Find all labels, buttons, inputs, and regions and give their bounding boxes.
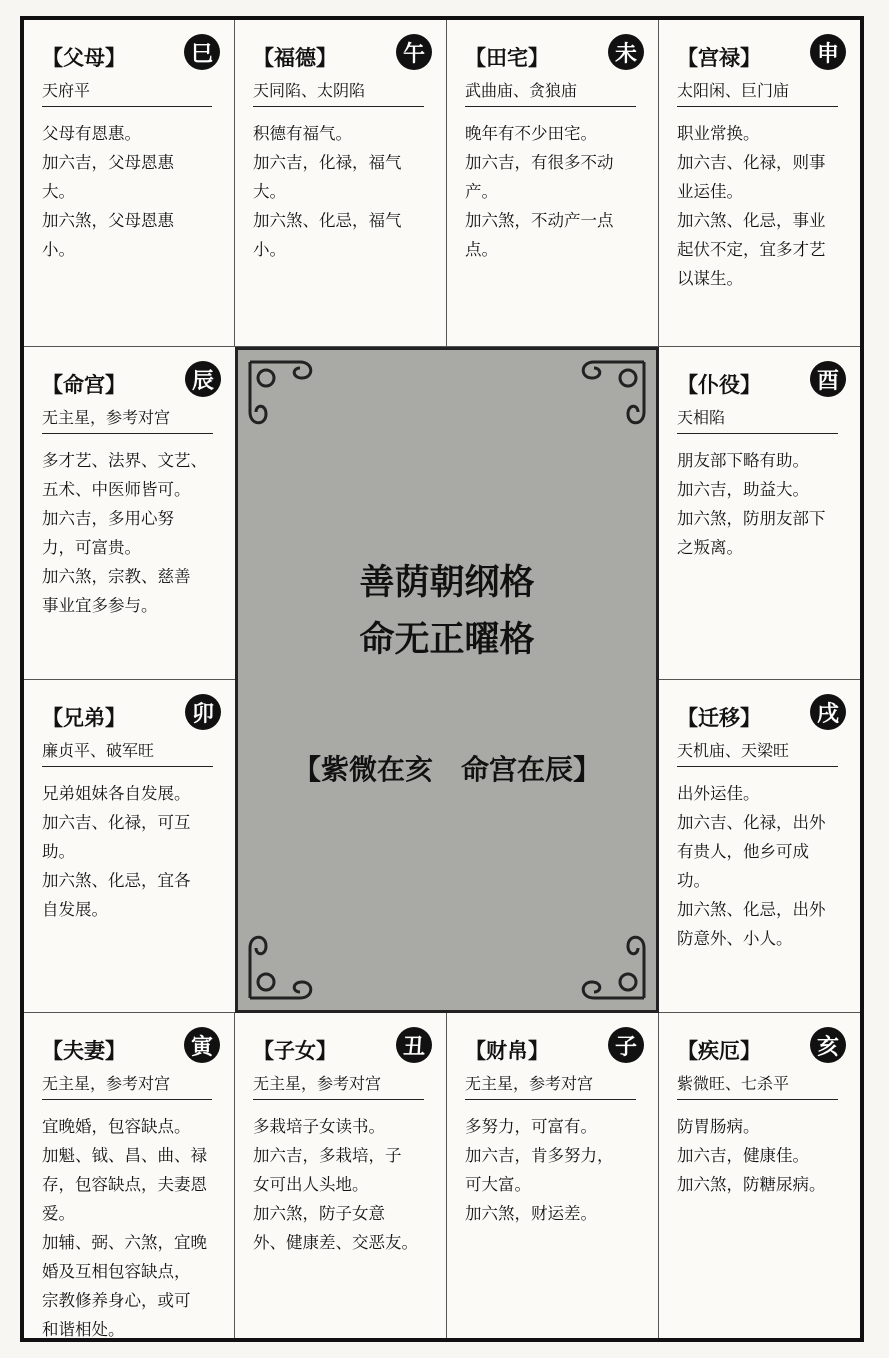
- palace-stars: 无主星，参考对宫: [42, 405, 213, 434]
- palace-description: [677, 119, 842, 293]
- pattern-title-2: 命无正曜格: [359, 619, 535, 660]
- palace-description: [42, 446, 217, 620]
- chart-subtitle: 【紫微在亥 命宫在辰】: [292, 753, 601, 786]
- desc-line: 五术、中医师皆可。: [42, 480, 191, 499]
- desc-line: 小。: [253, 240, 286, 259]
- palace-name: 【福德】: [253, 46, 337, 70]
- branch-badge: 戌: [810, 694, 846, 730]
- branch-badge: 申: [810, 34, 846, 70]
- branch-badge: 卯: [185, 694, 221, 730]
- desc-line: 加六吉、化禄，则事: [677, 153, 826, 172]
- desc-line: 自发展。: [42, 900, 108, 919]
- palace-caibo: [447, 1013, 659, 1338]
- desc-line: 加魁、钺、昌、曲、禄: [42, 1146, 207, 1165]
- palace-stars: 天同陷、太阴陷: [253, 78, 424, 107]
- palace-puyi: [659, 347, 860, 680]
- palace-stars: 无主星，参考对宫: [42, 1071, 212, 1100]
- palace-description: [677, 1112, 842, 1199]
- desc-line: 存，包容缺点，夫妻恩: [42, 1175, 207, 1194]
- palace-description: [465, 119, 640, 264]
- palace-zinv: [235, 1013, 447, 1338]
- desc-line: 加六吉，健康佳。: [677, 1146, 809, 1165]
- palace-name: 【命宫】: [42, 373, 126, 397]
- palace-name: 【宫禄】: [677, 46, 761, 70]
- desc-line: 加六煞，不动产一点: [465, 211, 614, 230]
- desc-line: 加六煞，防朋友部下: [677, 509, 826, 528]
- desc-line: 加六煞，父母恩惠: [42, 211, 174, 230]
- desc-line: 朋友部下略有助。: [677, 451, 809, 470]
- desc-line: 点。: [465, 240, 498, 259]
- chart-board: [20, 16, 864, 1342]
- desc-line: 助。: [42, 842, 75, 861]
- desc-line: 事业宜多参与。: [42, 596, 158, 615]
- branch-badge: 酉: [810, 361, 846, 397]
- desc-line: 和谐相处。: [42, 1320, 125, 1338]
- desc-line: 业运佳。: [677, 182, 743, 201]
- desc-line: 女可出人头地。: [253, 1175, 369, 1194]
- center-panel: [235, 347, 659, 1013]
- palace-name: 【财帛】: [465, 1039, 549, 1063]
- desc-line: 防胃肠病。: [677, 1117, 760, 1136]
- desc-line: 加六煞，财运差。: [465, 1204, 597, 1223]
- palace-stars: 天府平: [42, 78, 212, 107]
- desc-line: 积德有福气。: [253, 124, 352, 143]
- pattern-title-1: 善荫朝纲格: [359, 562, 535, 603]
- branch-badge: 未: [608, 34, 644, 70]
- palace-stars: 廉贞平、破军旺: [42, 738, 213, 767]
- desc-line: 大。: [253, 182, 286, 201]
- desc-line: 可大富。: [465, 1175, 531, 1194]
- palace-xiongdi: [24, 680, 235, 1013]
- desc-line: 起伏不定，宜多才艺: [677, 240, 826, 259]
- branch-badge: 子: [608, 1027, 644, 1063]
- desc-line: 加六吉，化禄，福气: [253, 153, 402, 172]
- desc-line: 父母有恩惠。: [42, 124, 141, 143]
- branch-badge: 寅: [184, 1027, 220, 1063]
- palace-description: [677, 779, 842, 953]
- palace-description: [42, 119, 216, 264]
- branch-badge: 巳: [184, 34, 220, 70]
- palace-name: 【疾厄】: [677, 1039, 761, 1063]
- branch-badge: 辰: [185, 361, 221, 397]
- desc-line: 防意外、小人。: [677, 929, 793, 948]
- palace-name: 【夫妻】: [42, 1039, 126, 1063]
- desc-line: 加六吉，父母恩惠: [42, 153, 174, 172]
- desc-line: 多努力，可富有。: [465, 1117, 597, 1136]
- desc-line: 加六吉，多栽培，子: [253, 1146, 402, 1165]
- palace-fude: [235, 20, 447, 347]
- desc-line: 加六煞、化忌，宜各: [42, 871, 191, 890]
- palace-stars: 武曲庙、贪狼庙: [465, 78, 636, 107]
- palace-description: [677, 446, 842, 562]
- desc-line: 晚年有不少田宅。: [465, 124, 597, 143]
- desc-line: 兄弟姐妹各自发展。: [42, 784, 191, 803]
- desc-line: 婚及互相包容缺点，: [42, 1262, 191, 1281]
- desc-line: 宗教修养身心，或可: [42, 1291, 191, 1310]
- palace-name: 【仆役】: [677, 373, 761, 397]
- desc-line: 加辅、弼、六煞，宜晚: [42, 1233, 207, 1252]
- palace-description: [253, 119, 428, 264]
- palace-qianyi: [659, 680, 860, 1013]
- palace-name: 【兄弟】: [42, 706, 126, 730]
- corner-ornament-icon: [244, 356, 324, 436]
- desc-line: 力，可富贵。: [42, 538, 141, 557]
- palace-description: [42, 779, 217, 924]
- desc-line: 加六煞、化忌，事业: [677, 211, 826, 230]
- desc-line: 宜晚婚，包容缺点。: [42, 1117, 191, 1136]
- desc-line: 多才艺、法界、文艺、: [42, 451, 207, 470]
- desc-line: 有贵人，他乡可成: [677, 842, 809, 861]
- palace-tianzhai: [447, 20, 659, 347]
- palace-stars: 太阳闲、巨门庙: [677, 78, 838, 107]
- desc-line: 功。: [677, 871, 710, 890]
- palace-name: 【子女】: [253, 1039, 337, 1063]
- desc-line: 爱。: [42, 1204, 75, 1223]
- palace-stars: 无主星，参考对宫: [253, 1071, 424, 1100]
- desc-line: 出外运佳。: [677, 784, 760, 803]
- desc-line: 之叛离。: [677, 538, 743, 557]
- palace-name: 【田宅】: [465, 46, 549, 70]
- palace-fumu: [24, 20, 235, 347]
- palace-stars: 无主星，参考对宫: [465, 1071, 636, 1100]
- desc-line: 小。: [42, 240, 75, 259]
- desc-line: 加六吉、化禄，可互: [42, 813, 191, 832]
- palace-guanlu: [659, 20, 860, 347]
- palace-jie: [659, 1013, 860, 1338]
- desc-line: 多栽培子女读书。: [253, 1117, 385, 1136]
- desc-line: 加六吉，助益大。: [677, 480, 809, 499]
- desc-line: 加六煞、化忌，出外: [677, 900, 826, 919]
- palace-description: [465, 1112, 640, 1228]
- palace-stars: 紫微旺、七杀平: [677, 1071, 838, 1100]
- palace-minggong: [24, 347, 235, 680]
- palace-fuqi: [24, 1013, 235, 1338]
- desc-line: 大。: [42, 182, 75, 201]
- desc-line: 加六煞、化忌，福气: [253, 211, 402, 230]
- desc-line: 加六煞，宗教、慈善: [42, 567, 191, 586]
- desc-line: 加六吉，有很多不动: [465, 153, 614, 172]
- branch-badge: 亥: [810, 1027, 846, 1063]
- desc-line: 加六煞，防糖尿病。: [677, 1175, 826, 1194]
- desc-line: 外、健康差、交恶友。: [253, 1233, 418, 1252]
- desc-line: 加六煞，防子女意: [253, 1204, 385, 1223]
- branch-badge: 午: [396, 34, 432, 70]
- desc-line: 加六吉、化禄，出外: [677, 813, 826, 832]
- palace-name: 【父母】: [42, 46, 126, 70]
- desc-line: 加六吉，多用心努: [42, 509, 174, 528]
- branch-badge: 丑: [396, 1027, 432, 1063]
- desc-line: 产。: [465, 182, 498, 201]
- palace-description: [42, 1112, 216, 1338]
- corner-ornament-icon: [570, 356, 650, 436]
- palace-description: [253, 1112, 428, 1257]
- desc-line: 职业常换。: [677, 124, 760, 143]
- desc-line: 以谋生。: [677, 269, 743, 288]
- palace-name: 【迁移】: [677, 706, 761, 730]
- corner-ornament-icon: [570, 924, 650, 1004]
- corner-ornament-icon: [244, 924, 324, 1004]
- palace-stars: 天相陷: [677, 405, 838, 434]
- desc-line: 加六吉，肯多努力，: [465, 1146, 614, 1165]
- palace-stars: 天机庙、天梁旺: [677, 738, 838, 767]
